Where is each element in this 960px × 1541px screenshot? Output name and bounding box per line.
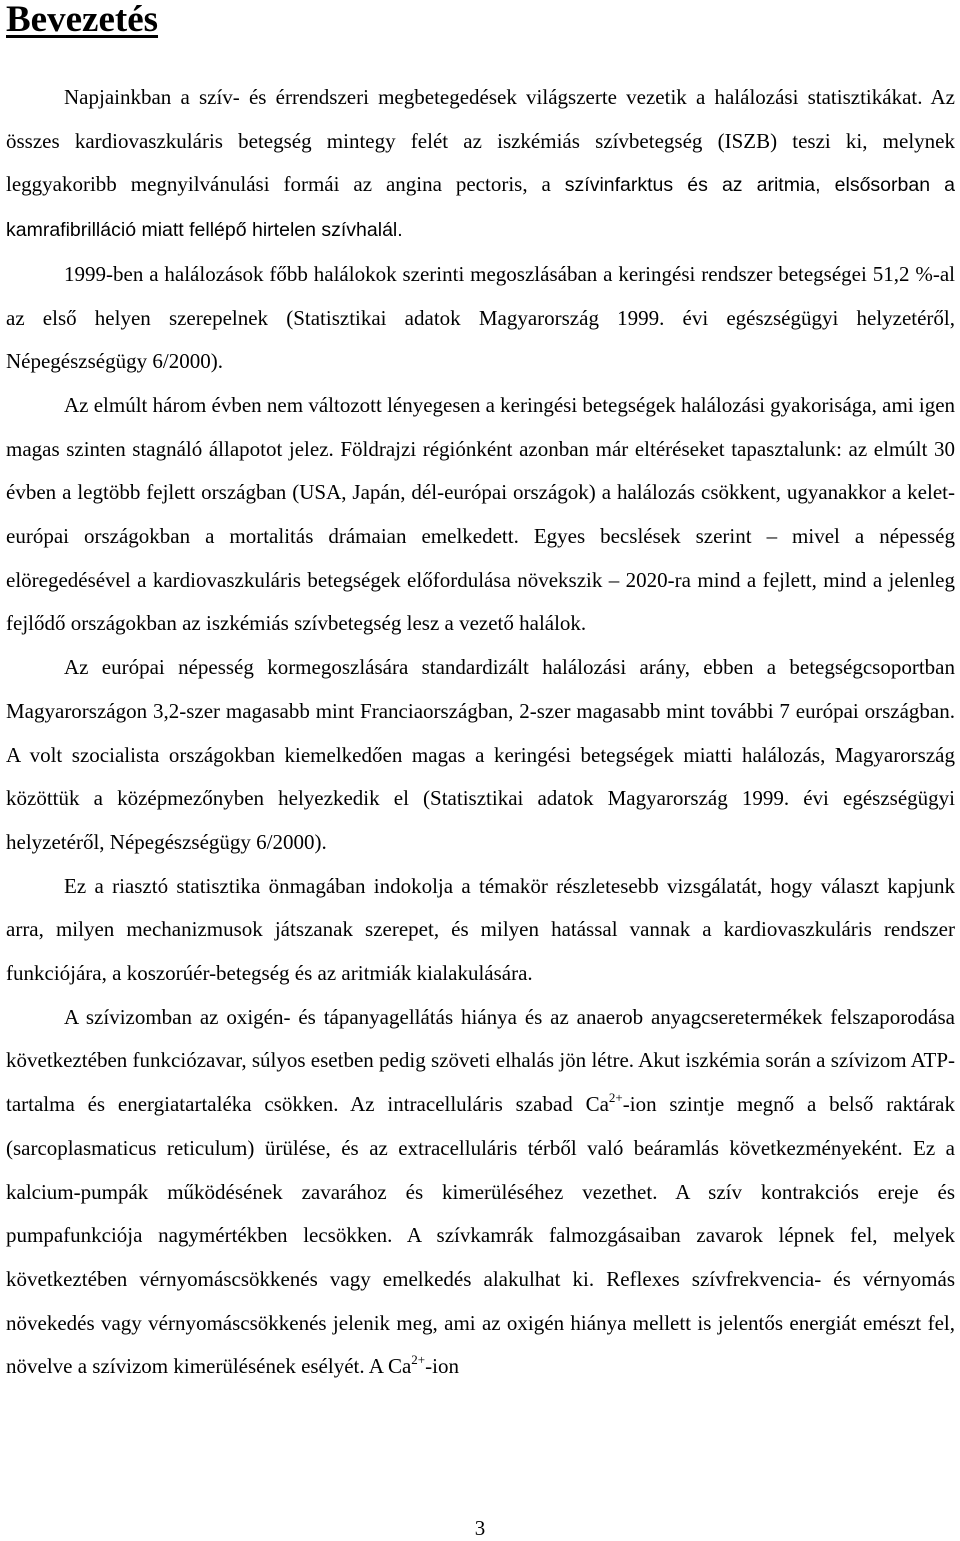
section-heading: Bevezetés bbox=[6, 0, 159, 40]
paragraph-6 bbox=[6, 996, 955, 1389]
body-text bbox=[6, 76, 955, 1389]
paragraph-6-part2: -ion szintje megnő a belső raktárak (sarcoplasmaticus reticulum) ürülése, és az extracelluláris térből való beáramlás következményeként. Ez a kalcium-pumpák működésének zavarához és kimerüléséhez vezethet. A szív kontrakciós ereje és pumpafunkciója nagymértékben lecsökken. A szívkamrák falmozgásaiban zavarok lépnek fel, melyek következtében vérnyomáscsökkenés vagy emelkedés alakulhat ki. Reflexes szívfrekvencia- és vérnyomás növekedés vagy vérnyomáscsökkenés jelenik meg, ami az oxigén hiánya mellett is jelentős energiát emészt fel, növelve a szívizom kimerülésének esélyét. A Ca bbox=[6, 1092, 955, 1379]
paragraph-1-serif: Napjainkban a szív- és érrendszeri megbetegedések világszerte vezetik a halálozási statisztikákat. Az összes kardiovaszkuláris betegség mintegy felét az iszkémiás szívbetegség (ISZB) teszi ki, melynek leggyakoribb megnyilvánulási formái az angina pectoris, a bbox=[6, 85, 955, 197]
page-number: 3 bbox=[474, 1516, 486, 1540]
superscript-charge: 2+ bbox=[608, 1090, 623, 1106]
paragraph-4: Az európai népesség kormegoszlására standardizált halálozási arány, ebben a betegségcsoportban Magyarországon 3,2-szer magasabb mint Franciaországban, 2-szer magasabb mint további 7 európai országban. A volt szocialista országokban kiemelkedően magas a keringési betegségek miatti halálozás, Magyarország közöttük a középmezőnyben helyezkedik el (Statisztikai adatok Magyarország 1999. évi egészségügyi helyzetéről, Népegészségügy 6/2000). bbox=[6, 655, 955, 854]
paragraph-3: Az elmúlt három évben nem változott lényegesen a keringési betegségek halálozási gyakorisága, ami igen magas szinten stagnáló állapotot jelez. Földrajzi régiónként azonban már eltéréseket tapasztalunk: az elmúlt 30 évben a legtöbb fejlett országban (USA, Japán, dél-európai országok) a halálozás csökkent, ugyanakkor a kelet-európai országokban a mortalitás drámaian emelkedett. Egyes becslések szerint – mivel a népesség elöregedésével a kardiovaszkuláris betegségek előfordulása növekszik – 2020-ra mind a fejlett, mind a jelenleg fejlődő országokban az iszkémiás szívbetegség lesz a vezető halálok. bbox=[6, 392, 956, 636]
paragraph-6-part1: A szívizomban az oxigén- és tápanyagellátás hiánya és az anaerob anyagcseretermékek felszaporodása következtében funkciózavar, súlyos esetben pedig szöveti elhalás jön létre. Akut iszkémia során a szívizom ATP-tartalma és energiatartaléka csökken. Az intracelluláris szabad Ca bbox=[6, 1004, 955, 1117]
paragraph-5: Ez a riasztó statisztika önmagában indokolja a témakör részletesebb vizsgálatát, hogy választ kapjunk arra, milyen mechanizmusok játszanak szerepet, és milyen hatással vannak a kardiovaszkuláris rendszer funkciójára, a koszorúér-betegség és az aritmiák kialakulására. bbox=[6, 873, 955, 986]
paragraph-2: 1999-ben a halálozások főbb halálokok szerinti megoszlásában a keringési rendszer betegségei 51,2 %-al az első helyen szerepelnek (Statisztikai adatok Magyarország 1999. évi egészségügyi helyzetéről, Népegészségügy 6/2000). bbox=[6, 261, 955, 374]
paragraph-1 bbox=[6, 76, 955, 253]
paragraph-1-sans: szívinfarktus és az aritmia, elsősorban a kamrafibrilláció miatt fellépő hirtelen szívhalál. bbox=[6, 174, 955, 242]
paragraph-6-part3: -ion bbox=[425, 1354, 459, 1379]
superscript-charge: 2+ bbox=[411, 1352, 426, 1368]
